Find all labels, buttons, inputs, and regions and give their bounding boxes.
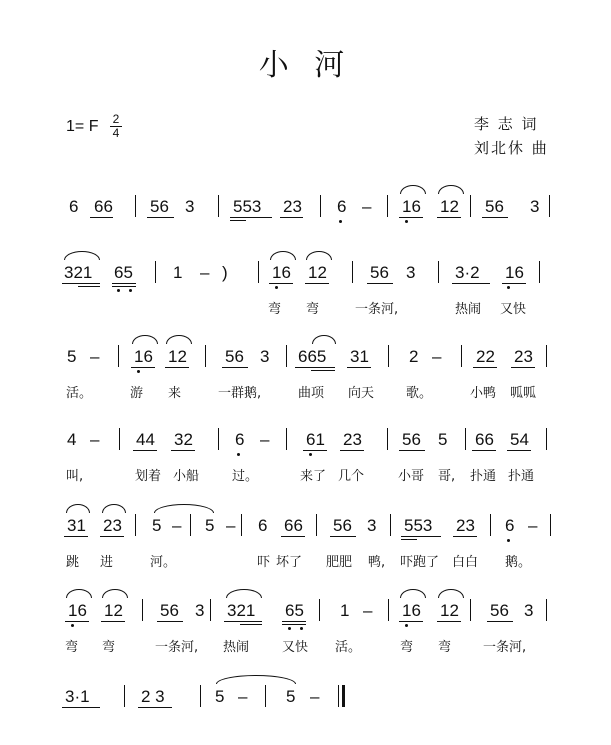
note: 16 bbox=[134, 347, 153, 366]
octave-dot bbox=[117, 289, 120, 292]
duration-underline bbox=[399, 450, 425, 451]
duration-underline bbox=[282, 624, 306, 625]
note: 44 bbox=[136, 430, 155, 449]
duration-underline bbox=[131, 367, 155, 368]
barline bbox=[286, 428, 287, 450]
duration-underline bbox=[399, 621, 423, 622]
barline bbox=[210, 599, 211, 621]
barline bbox=[124, 685, 125, 707]
duration-underline bbox=[269, 283, 293, 284]
octave-dot bbox=[507, 539, 510, 542]
barline bbox=[388, 345, 389, 367]
duration-underline bbox=[133, 450, 157, 451]
note: 22 bbox=[476, 347, 495, 366]
lyric: 热闹 bbox=[455, 302, 482, 317]
octave-dot bbox=[129, 289, 132, 292]
barline bbox=[546, 345, 547, 367]
note: 16 bbox=[402, 601, 421, 620]
duration-underline bbox=[78, 286, 100, 287]
slur bbox=[438, 185, 464, 194]
note: 1 bbox=[173, 263, 183, 282]
note: 23 bbox=[103, 516, 122, 535]
barline bbox=[190, 514, 191, 536]
note: 66 bbox=[94, 197, 113, 216]
note: 1 bbox=[340, 601, 350, 620]
duration-underline bbox=[112, 283, 136, 284]
duration-underline bbox=[340, 450, 364, 451]
note: 3 bbox=[524, 601, 534, 620]
note: – bbox=[172, 516, 182, 535]
duration-underline bbox=[64, 536, 88, 537]
lyric: 弯 bbox=[268, 302, 282, 317]
octave-dot bbox=[339, 220, 342, 223]
note: 16 bbox=[272, 263, 291, 282]
composer-credit: 刘北休 曲 bbox=[474, 139, 549, 157]
lyric: 跳 bbox=[66, 555, 80, 570]
lyric: 几个 bbox=[338, 469, 365, 484]
octave-dot bbox=[309, 453, 312, 456]
octave-dot bbox=[507, 286, 510, 289]
key-signature: 1= F bbox=[66, 118, 99, 135]
note: 5 bbox=[205, 516, 215, 535]
note: 12 bbox=[440, 601, 459, 620]
octave-dot bbox=[300, 627, 303, 630]
barline bbox=[118, 345, 119, 367]
lyric: 进 bbox=[100, 555, 114, 570]
lyric: 向天 bbox=[348, 386, 375, 401]
note: 6 bbox=[258, 516, 268, 535]
barline bbox=[465, 428, 466, 450]
barline bbox=[549, 195, 550, 217]
note: 56 bbox=[160, 601, 179, 620]
note: ) bbox=[222, 263, 228, 282]
note: – bbox=[310, 687, 320, 706]
note: 553 bbox=[404, 516, 433, 535]
note: 5 bbox=[67, 347, 77, 366]
note: 6 bbox=[69, 197, 79, 216]
note: 61 bbox=[306, 430, 325, 449]
note: 5 bbox=[215, 687, 225, 706]
duration-underline bbox=[511, 367, 535, 368]
duration-underline bbox=[473, 367, 497, 368]
note: 3 bbox=[530, 197, 540, 216]
lyric: 鹅。 bbox=[505, 555, 532, 570]
lyric: 坏了 bbox=[276, 555, 303, 570]
note: 4 bbox=[67, 430, 77, 449]
octave-dot bbox=[275, 286, 278, 289]
lyric: 河。 bbox=[150, 555, 177, 570]
duration-underline bbox=[401, 536, 441, 537]
duration-underline bbox=[472, 450, 496, 451]
barline bbox=[390, 514, 391, 536]
lyric: 活。 bbox=[335, 640, 362, 655]
barline bbox=[470, 195, 471, 217]
time-numerator: 2 bbox=[110, 113, 122, 127]
duration-underline bbox=[224, 621, 262, 622]
barline bbox=[286, 345, 287, 367]
lyric: 小哥 bbox=[398, 469, 425, 484]
octave-dot bbox=[405, 220, 408, 223]
lyric: 热闹 bbox=[223, 640, 250, 655]
note: 6 bbox=[235, 430, 245, 449]
lyric: 弯 bbox=[65, 640, 79, 655]
note: – bbox=[200, 263, 210, 282]
duration-underline bbox=[62, 283, 100, 284]
lyric: 小鸭 bbox=[470, 386, 497, 401]
final-barline bbox=[342, 685, 345, 707]
duration-underline bbox=[222, 367, 248, 368]
slur bbox=[64, 251, 100, 260]
note: 3 bbox=[406, 263, 416, 282]
barline bbox=[119, 428, 120, 450]
slur bbox=[66, 504, 90, 513]
note: 56 bbox=[485, 197, 504, 216]
lyric: 扑通 bbox=[508, 469, 535, 484]
duration-underline bbox=[305, 283, 329, 284]
duration-underline bbox=[165, 367, 189, 368]
duration-underline bbox=[401, 539, 417, 540]
note: – bbox=[362, 197, 372, 216]
duration-underline bbox=[487, 621, 513, 622]
note: 56 bbox=[402, 430, 421, 449]
note: 56 bbox=[150, 197, 169, 216]
duration-underline bbox=[62, 707, 100, 708]
lyric: 扑通 bbox=[470, 469, 497, 484]
barline bbox=[200, 685, 201, 707]
octave-dot bbox=[405, 624, 408, 627]
slur bbox=[102, 504, 126, 513]
duration-underline bbox=[295, 367, 335, 368]
lyric: 一条河, bbox=[155, 640, 199, 655]
barline bbox=[265, 685, 266, 707]
duration-underline bbox=[100, 536, 124, 537]
note: 3·2 bbox=[455, 263, 480, 282]
lyric: 弯 bbox=[306, 302, 320, 317]
duration-underline bbox=[171, 450, 195, 451]
duration-underline bbox=[507, 450, 531, 451]
lyric: 鸭, bbox=[368, 555, 386, 570]
duration-underline bbox=[230, 220, 246, 221]
lyric: 吓 bbox=[257, 555, 271, 570]
duration-underline bbox=[347, 367, 371, 368]
lyric: 吓跑了 bbox=[400, 555, 440, 570]
note: 6 bbox=[505, 516, 515, 535]
lyric: 曲项 bbox=[298, 386, 325, 401]
barline bbox=[241, 514, 242, 536]
duration-underline bbox=[330, 536, 356, 537]
note: 3·1 bbox=[65, 687, 90, 706]
note: 321 bbox=[64, 263, 93, 282]
lyric: 叫, bbox=[66, 469, 84, 484]
note: 65 bbox=[114, 263, 133, 282]
duration-underline bbox=[303, 450, 327, 451]
duration-underline bbox=[138, 707, 172, 708]
note: 56 bbox=[370, 263, 389, 282]
duration-underline bbox=[482, 217, 508, 218]
barline bbox=[135, 514, 136, 536]
duration-underline bbox=[367, 283, 393, 284]
barline bbox=[546, 428, 547, 450]
octave-dot bbox=[288, 627, 291, 630]
note: – bbox=[90, 430, 100, 449]
note: 553 bbox=[233, 197, 262, 216]
slur bbox=[166, 335, 192, 344]
barline bbox=[155, 261, 156, 283]
note: 6 bbox=[337, 197, 347, 216]
slur bbox=[312, 335, 336, 344]
slur bbox=[438, 589, 464, 598]
time-signature bbox=[110, 113, 122, 140]
barline bbox=[387, 195, 388, 217]
note: 3 bbox=[367, 516, 377, 535]
barline bbox=[218, 428, 219, 450]
slur bbox=[270, 251, 296, 260]
note: – bbox=[432, 347, 442, 366]
note: 3 bbox=[260, 347, 270, 366]
lyric: 肥肥 bbox=[326, 555, 353, 570]
duration-underline bbox=[311, 370, 335, 371]
slur bbox=[226, 589, 262, 598]
note: 2 bbox=[409, 347, 419, 366]
barline bbox=[319, 599, 320, 621]
barline bbox=[135, 195, 136, 217]
slur bbox=[102, 589, 128, 598]
duration-underline bbox=[147, 217, 174, 218]
duration-underline bbox=[399, 217, 423, 218]
note: 65 bbox=[285, 601, 304, 620]
note: – bbox=[260, 430, 270, 449]
lyric: 来 bbox=[168, 386, 182, 401]
note: 23 bbox=[343, 430, 362, 449]
note: 12 bbox=[168, 347, 187, 366]
note: 54 bbox=[510, 430, 529, 449]
final-barline bbox=[338, 685, 339, 707]
barline bbox=[320, 195, 321, 217]
lyric: 白白 bbox=[452, 555, 479, 570]
barline bbox=[470, 599, 471, 621]
slur bbox=[400, 589, 426, 598]
duration-underline bbox=[112, 286, 136, 287]
note: 12 bbox=[104, 601, 123, 620]
duration-underline bbox=[280, 217, 303, 218]
duration-underline bbox=[437, 217, 461, 218]
barline bbox=[205, 345, 206, 367]
lyric: 一条河, bbox=[355, 302, 399, 317]
barline bbox=[461, 345, 462, 367]
lyric: 划着 bbox=[135, 469, 162, 484]
lyric: 哥, bbox=[438, 469, 456, 484]
barline bbox=[316, 514, 317, 536]
lyric: 弯 bbox=[400, 640, 414, 655]
barline bbox=[388, 599, 389, 621]
note: 56 bbox=[333, 516, 352, 535]
lyricist-credit: 李 志 词 bbox=[474, 115, 539, 133]
lyric: 歌。 bbox=[406, 386, 433, 401]
note: 16 bbox=[402, 197, 421, 216]
slur bbox=[306, 251, 332, 260]
barline bbox=[387, 428, 388, 450]
lyric: 又快 bbox=[282, 640, 309, 655]
barline bbox=[546, 599, 547, 621]
note: 56 bbox=[490, 601, 509, 620]
note: – bbox=[238, 687, 248, 706]
duration-underline bbox=[437, 621, 461, 622]
note: 3 bbox=[185, 197, 195, 216]
note: – bbox=[90, 347, 100, 366]
note: 23 bbox=[514, 347, 533, 366]
note: – bbox=[363, 601, 373, 620]
octave-dot bbox=[137, 370, 140, 373]
note: 3 bbox=[195, 601, 205, 620]
lyric: 游 bbox=[130, 386, 144, 401]
duration-underline bbox=[101, 621, 125, 622]
lyric: 一群鹅, bbox=[218, 386, 262, 401]
note: 16 bbox=[505, 263, 524, 282]
lyric: 活。 bbox=[66, 386, 93, 401]
lyric: 过。 bbox=[232, 469, 259, 484]
octave-dot bbox=[71, 624, 74, 627]
note: 56 bbox=[225, 347, 244, 366]
barline bbox=[550, 514, 551, 536]
slur bbox=[154, 504, 214, 513]
duration-underline bbox=[282, 621, 306, 622]
note: 66 bbox=[475, 430, 494, 449]
barline bbox=[352, 261, 353, 283]
duration-underline bbox=[90, 217, 113, 218]
lyric: 小船 bbox=[173, 469, 200, 484]
note: 32 bbox=[174, 430, 193, 449]
note: 12 bbox=[308, 263, 327, 282]
note: 5 bbox=[286, 687, 296, 706]
barline bbox=[539, 261, 540, 283]
barline bbox=[438, 261, 439, 283]
note: 23 bbox=[283, 197, 302, 216]
note: 5 bbox=[152, 516, 162, 535]
barline bbox=[142, 599, 143, 621]
note: 31 bbox=[350, 347, 369, 366]
lyric: 弯 bbox=[102, 640, 116, 655]
note: 2 3 bbox=[141, 687, 165, 706]
duration-underline bbox=[453, 536, 477, 537]
lyric: 呱呱 bbox=[510, 386, 537, 401]
duration-underline bbox=[240, 624, 262, 625]
duration-underline bbox=[281, 536, 305, 537]
barline bbox=[490, 514, 491, 536]
note: – bbox=[226, 516, 236, 535]
octave-dot bbox=[237, 453, 240, 456]
lyric: 又快 bbox=[500, 302, 527, 317]
note: 5 bbox=[438, 430, 448, 449]
lyric: 弯 bbox=[438, 640, 452, 655]
duration-underline bbox=[65, 621, 89, 622]
duration-underline bbox=[230, 217, 272, 218]
slur bbox=[66, 589, 92, 598]
slur bbox=[400, 185, 426, 194]
duration-underline bbox=[452, 283, 490, 284]
note: 321 bbox=[227, 601, 256, 620]
note: 665 bbox=[298, 347, 327, 366]
barline bbox=[258, 261, 259, 283]
duration-underline bbox=[157, 621, 183, 622]
barline bbox=[218, 195, 219, 217]
duration-underline bbox=[502, 283, 526, 284]
note: 31 bbox=[67, 516, 86, 535]
slur bbox=[216, 675, 296, 684]
slur bbox=[132, 335, 158, 344]
note: 16 bbox=[68, 601, 87, 620]
time-denominator: 4 bbox=[112, 126, 120, 140]
note: 66 bbox=[284, 516, 303, 535]
note: 23 bbox=[456, 516, 475, 535]
note: – bbox=[528, 516, 538, 535]
song-title: 小 河 bbox=[258, 48, 353, 83]
lyric: 来了 bbox=[300, 469, 327, 484]
note: 12 bbox=[440, 197, 459, 216]
lyric: 一条河, bbox=[483, 640, 527, 655]
